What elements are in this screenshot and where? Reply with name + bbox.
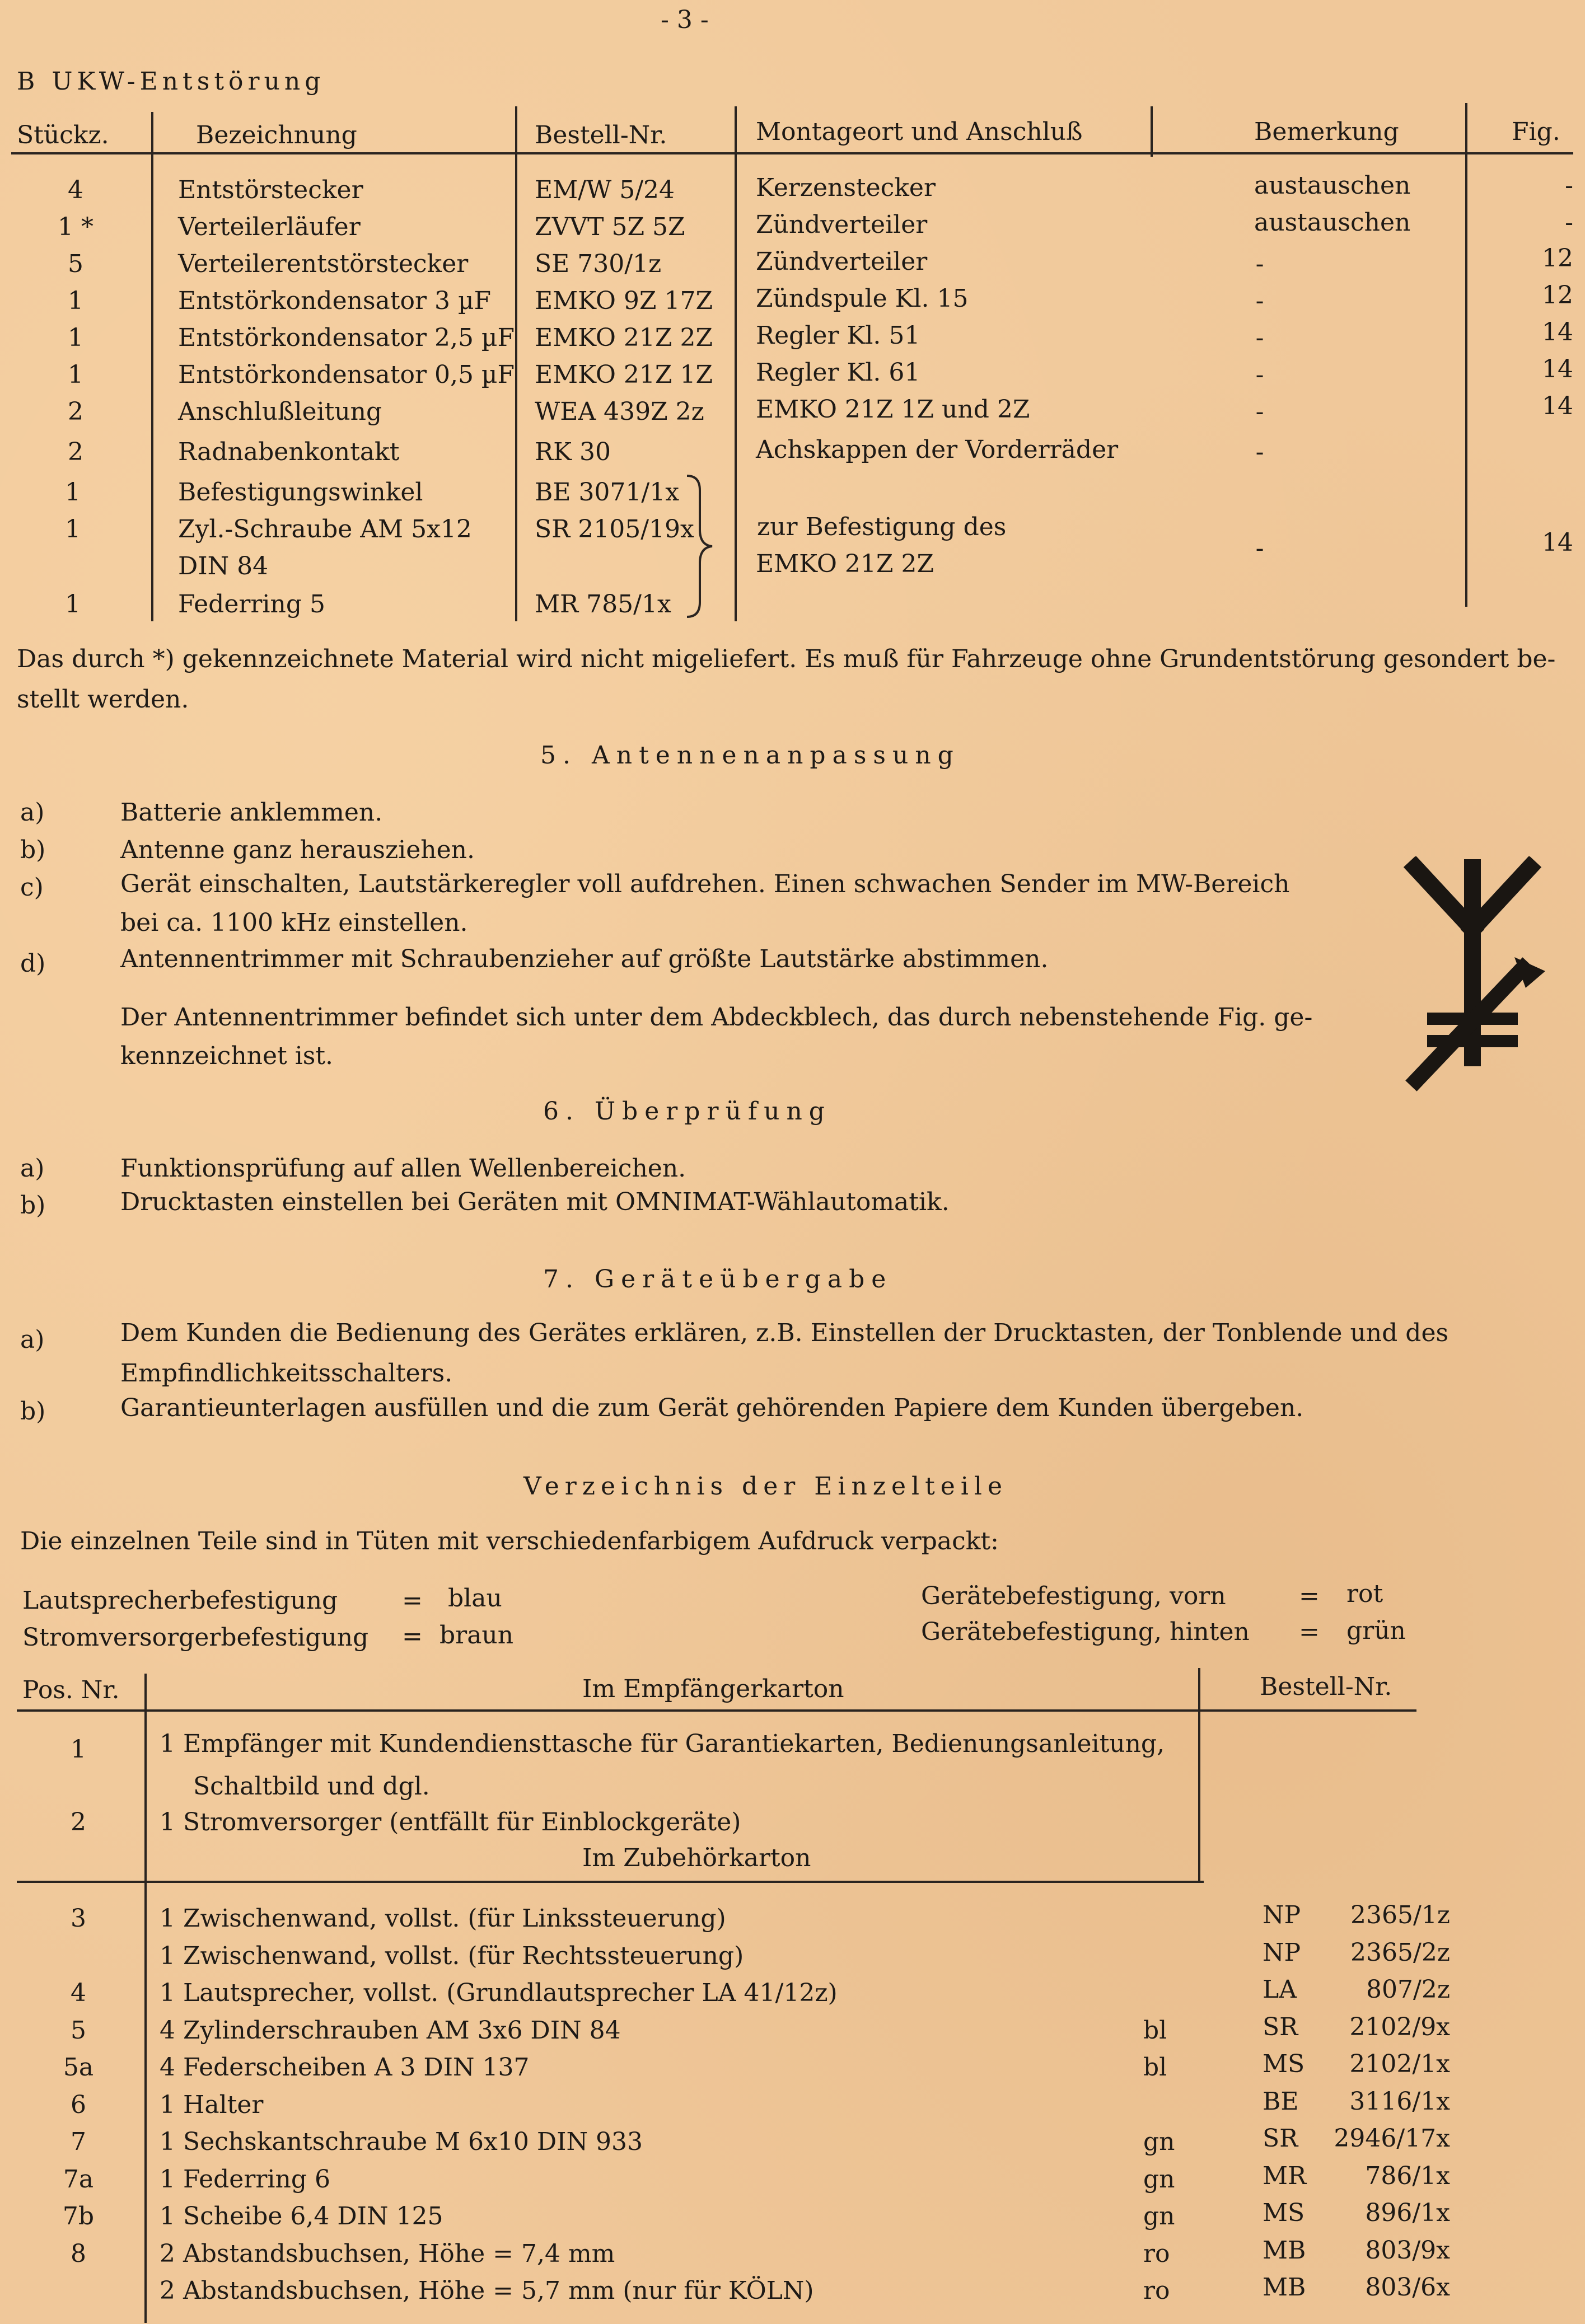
col-divider [735, 106, 737, 621]
header-qty: Stückz. [17, 121, 109, 149]
cell-qty: 4 [68, 176, 83, 204]
order-number: 2946/17x [1334, 2124, 1450, 2153]
cell-place: Regler Kl. 61 [756, 358, 920, 387]
section-6-title: 6. Überprüfung [543, 1097, 831, 1126]
cell-remark: - [1255, 360, 1264, 389]
group-place: EMKO 21Z 2Z [756, 550, 934, 578]
cell-name: Entstörkondensator 3 µF [178, 287, 492, 315]
section-7-title: 7. Geräteübergabe [543, 1265, 893, 1294]
note-line: stellt werden. [17, 685, 189, 714]
group-fig: 14 [1542, 528, 1573, 557]
part-description: 1 Halter [160, 2091, 264, 2119]
bag-color-code: gn [1143, 2165, 1175, 2194]
cell-fig: 14 [1542, 318, 1573, 346]
header-rule [17, 1709, 1416, 1712]
color-legend-value: blau [448, 1584, 502, 1613]
cell-remark: - [1255, 438, 1264, 466]
cell-name: Entstörkondensator 2,5 µF [178, 324, 515, 352]
group-order: MR 785/1x [535, 590, 671, 619]
list-item: Antennentrimmer mit Schraubenzieher auf größte Lautstärke abstimmen. [120, 945, 1049, 973]
header-name: Bezeichnung [196, 121, 357, 149]
part-description: 1 Sechskantschraube M 6x10 DIN 933 [160, 2128, 643, 2156]
cell-remark: - [1255, 287, 1264, 315]
cell-remark: austauschen [1254, 208, 1411, 237]
order-number: 2365/2z [1350, 1938, 1450, 1967]
order-prefix: NP [1263, 1901, 1301, 1929]
col-divider [1465, 103, 1467, 607]
pos-number: 5a [63, 2053, 94, 2082]
list-item-cont: bei ca. 1100 kHz einstellen. [120, 908, 468, 937]
pos-number: 2 [71, 1808, 86, 1836]
page-number: - 3 - [661, 6, 709, 34]
list-label: b) [20, 836, 46, 864]
order-prefix: SR [1263, 2124, 1298, 2153]
group-name: Befestigungswinkel [178, 478, 423, 507]
cell-place: Zündspule Kl. 15 [756, 284, 969, 313]
part-description: 2 Abstandsbuchsen, Höhe = 5,7 mm (nur für KÖLN) [160, 2276, 814, 2305]
part-description: 1 Zwischenwand, vollst. (für Rechtssteuerung) [160, 1942, 744, 1970]
pos-number: 7 [71, 2128, 86, 2156]
col-divider [1198, 1668, 1200, 1883]
cell-order: SE 730/1z [535, 250, 662, 278]
group-remark: - [1255, 534, 1264, 563]
list-label: c) [20, 873, 44, 902]
cell-place: Kerzenstecker [756, 174, 936, 202]
cell-fig: 12 [1542, 244, 1573, 273]
order-prefix: MR [1263, 2162, 1307, 2190]
cell-place: Regler Kl. 51 [756, 321, 920, 350]
part-description: 1 Scheibe 6,4 DIN 125 [160, 2202, 443, 2231]
bag-color-code: bl [1143, 2053, 1167, 2082]
order-number: 2102/1x [1349, 2050, 1450, 2078]
color-legend-eq: = [1299, 1618, 1320, 1646]
part-description: 1 Stromversorger (entfällt für Einblockgeräte) [160, 1808, 741, 1836]
part-description: 1 Lautsprecher, vollst. (Grundlautsprecher LA 41/12z) [160, 1979, 838, 2007]
pos-number: 7a [63, 2165, 94, 2194]
color-legend-eq: = [402, 1622, 423, 1651]
order-prefix: MS [1263, 2050, 1305, 2078]
cell-qty: 2 [68, 397, 83, 426]
order-number: 3116/1x [1349, 2087, 1450, 2116]
list-item: Drucktasten einstellen bei Geräten mit OMNIMAT-Wählautomatik. [120, 1188, 950, 1216]
paragraph-line: kennzeichnet ist. [120, 1042, 334, 1070]
cell-name: Verteilerläufer [178, 213, 361, 241]
accessory-header: Im Zubehörkarton [582, 1844, 811, 1872]
cell-order: EMKO 21Z 1Z [535, 360, 713, 389]
section-5-title: 5. Antennenanpassung [540, 741, 960, 770]
header-receiver: Im Empfängerkarton [582, 1675, 844, 1703]
cell-order: WEA 439Z 2z [535, 397, 704, 426]
color-legend-eq: = [402, 1586, 423, 1615]
cell-remark: - [1255, 324, 1264, 352]
order-prefix: MB [1263, 2236, 1306, 2265]
list-item: Garantieunterlagen ausfüllen und die zum Gerät gehörenden Papiere dem Kunden übergeben. [120, 1394, 1304, 1422]
list-label: b) [20, 1397, 46, 1426]
header-rule [11, 152, 1573, 154]
cell-place: Achskappen der Vorderräder [756, 435, 1119, 464]
cell-qty: 1 * [58, 213, 93, 241]
part-description: 4 Zylinderschrauben AM 3x6 DIN 84 [160, 2016, 621, 2045]
list-label: a) [20, 1325, 45, 1354]
cell-qty: 2 [68, 438, 83, 466]
list-item: Gerät einschalten, Lautstärkeregler voll aufdrehen. Einen schwachen Sender im MW-Bereich [120, 870, 1290, 898]
part-description-cont: Schaltbild und dgl. [193, 1772, 430, 1801]
col-divider [515, 106, 517, 621]
group-qty: 1 [65, 515, 81, 543]
cell-remark: austauschen [1254, 171, 1411, 200]
order-number: 807/2z [1366, 1975, 1450, 2004]
part-description: 1 Federring 6 [160, 2165, 330, 2194]
cell-place: EMKO 21Z 1Z und 2Z [756, 395, 1030, 424]
part-description: 2 Abstandsbuchsen, Höhe = 7,4 mm [160, 2239, 615, 2268]
paragraph-line: Der Antennentrimmer befindet sich unter dem Abdeckblech, das durch nebenstehende Fig. ge- [120, 1003, 1313, 1032]
header-place: Montageort und Anschluß [756, 118, 1083, 146]
cell-name: Verteilerentstörstecker [178, 250, 469, 278]
pos-number: 5 [71, 2016, 86, 2045]
cell-order: RK 30 [535, 438, 611, 466]
order-prefix: NP [1263, 1938, 1301, 1967]
list-label: a) [20, 1154, 45, 1183]
cell-order: EM/W 5/24 [535, 176, 675, 204]
color-legend-name: Lautsprecherbefestigung [22, 1586, 338, 1615]
pos-number: 7b [62, 2202, 95, 2231]
cell-name: Anschlußleitung [178, 397, 382, 426]
bag-color-code: ro [1143, 2276, 1170, 2305]
order-number: 803/9x [1365, 2236, 1450, 2265]
order-number: 2365/1z [1350, 1901, 1450, 1929]
color-legend-name: Gerätebefestigung, vorn [921, 1582, 1226, 1610]
bag-color-code: ro [1143, 2239, 1170, 2268]
col-divider [151, 112, 153, 621]
cell-qty: 1 [68, 360, 83, 389]
bag-color-code: bl [1143, 2016, 1167, 2045]
color-legend-value: rot [1346, 1580, 1383, 1608]
cell-remark: - [1255, 250, 1264, 278]
brace-icon [684, 474, 718, 619]
order-number: 786/1x [1365, 2162, 1450, 2190]
cell-qty: 1 [68, 324, 83, 352]
color-legend-value: braun [440, 1621, 514, 1650]
parts-title: Verzeichnis der Einzelteile [523, 1472, 1008, 1501]
part-description: 4 Federscheiben A 3 DIN 137 [160, 2053, 530, 2082]
cell-order: ZVVT 5Z 5Z [535, 213, 685, 241]
cell-qty: 1 [68, 287, 83, 315]
group-name: Zyl.-Schraube AM 5x12 [178, 515, 472, 543]
group-order: BE 3071/1x [535, 478, 680, 507]
col-divider [144, 1674, 147, 2323]
color-legend-name: Gerätebefestigung, hinten [921, 1618, 1250, 1646]
list-item: Funktionsprüfung auf allen Wellenbereichen. [120, 1154, 686, 1183]
cell-fig: 12 [1542, 281, 1573, 310]
cell-order: EMKO 21Z 2Z [535, 324, 713, 352]
color-legend-value: grün [1346, 1617, 1406, 1645]
cell-order: EMKO 9Z 17Z [535, 287, 713, 315]
list-item: Batterie anklemmen. [120, 798, 383, 827]
order-prefix: LA [1263, 1975, 1297, 2004]
antenna-trimmer-icon [1400, 856, 1556, 1091]
list-label: d) [20, 949, 46, 978]
cell-fig: - [1565, 208, 1573, 237]
cell-fig: - [1565, 171, 1573, 200]
list-label: a) [20, 798, 45, 827]
bag-color-code: gn [1143, 2128, 1175, 2156]
order-prefix: BE [1263, 2087, 1299, 2116]
pos-number: 1 [71, 1735, 86, 1764]
order-prefix: MB [1263, 2273, 1306, 2302]
cell-name: Entstörstecker [178, 176, 363, 204]
header-order: Bestell-Nr. [535, 121, 667, 149]
group-name: Federring 5 [178, 590, 325, 619]
cell-fig: 14 [1542, 392, 1573, 420]
bag-color-code: gn [1143, 2202, 1175, 2231]
group-qty: 1 [65, 478, 81, 507]
parts-intro: Die einzelnen Teile sind in Tüten mit verschiedenfarbigem Aufdruck verpackt: [20, 1527, 999, 1555]
list-item: Antenne ganz herausziehen. [120, 836, 475, 864]
order-prefix: MS [1263, 2199, 1305, 2227]
header-fig: Fig. [1512, 118, 1560, 146]
cell-qty: 5 [68, 250, 83, 278]
group-order: SR 2105/19x [535, 515, 694, 543]
cell-place: Zündverteiler [756, 210, 928, 239]
part-description: 1 Zwischenwand, vollst. (für Linkssteuerung) [160, 1904, 726, 1933]
group-place: zur Befestigung des [757, 513, 1007, 541]
order-number: 2102/9x [1349, 2013, 1450, 2041]
group-qty: 1 [65, 590, 81, 619]
order-prefix: SR [1263, 2013, 1298, 2041]
order-number: 803/6x [1365, 2273, 1450, 2302]
list-label: b) [20, 1191, 46, 1220]
order-number: 896/1x [1365, 2199, 1450, 2227]
list-item: Dem Kunden die Bedienung des Gerätes erklären, z.B. Einstellen der Drucktasten, der Tonblende und des [120, 1319, 1449, 1347]
pos-number: 4 [71, 1979, 86, 2007]
section-b-title: B UKW-Entstörung [17, 67, 325, 96]
header-remark: Bemerkung [1254, 118, 1399, 146]
cell-fig: 14 [1542, 355, 1573, 383]
header-order: Bestell-Nr. [1260, 1672, 1392, 1701]
header-pos: Pos. Nr. [22, 1676, 120, 1704]
note-line: Das durch *) gekennzeichnete Material wird nicht migeliefert. Es muß für Fahrzeuge ohne Grundentstörung gesondert be- [17, 645, 1556, 673]
group-name: DIN 84 [178, 552, 269, 580]
pos-number: 8 [71, 2239, 86, 2268]
cell-name: Radnabenkontakt [178, 438, 400, 466]
pos-number: 3 [71, 1904, 86, 1933]
cell-place: Zündverteiler [756, 247, 928, 276]
color-legend-name: Stromversorgerbefestigung [22, 1623, 369, 1652]
list-item-cont: Empfindlichkeitsschalters. [120, 1359, 453, 1388]
color-legend-eq: = [1299, 1582, 1320, 1610]
section-rule [17, 1881, 1204, 1883]
part-description: 1 Empfänger mit Kundendiensttasche für Garantiekarten, Bedienungsanleitung, [160, 1730, 1165, 1758]
pos-number: 6 [71, 2091, 86, 2119]
cell-name: Entstörkondensator 0,5 µF [178, 360, 515, 389]
cell-remark: - [1255, 397, 1264, 426]
col-divider [1151, 106, 1153, 157]
